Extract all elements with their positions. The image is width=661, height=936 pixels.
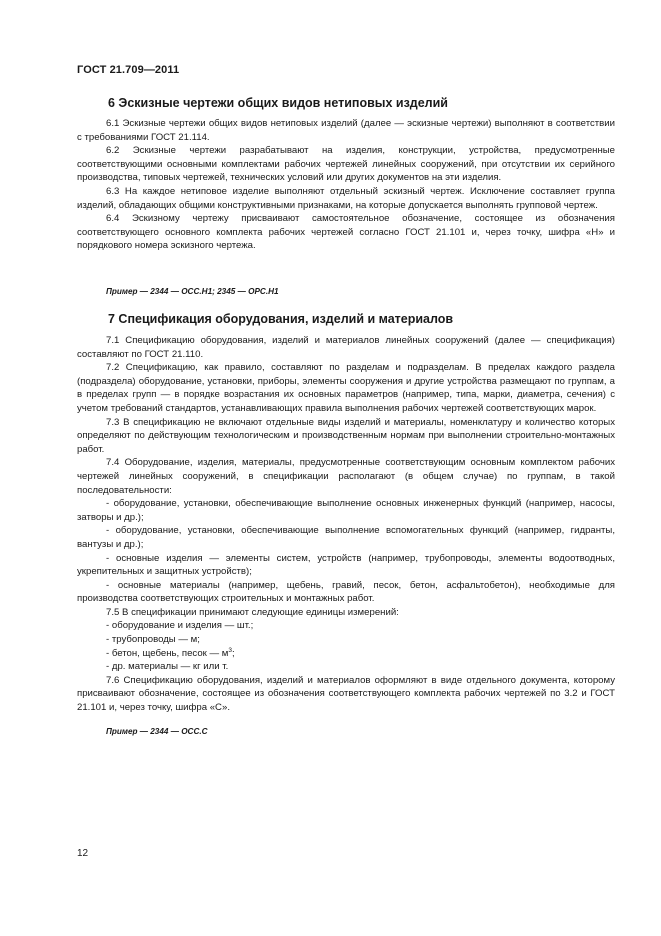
list-item-7-5-1: - оборудование и изделия — шт.; [106,620,254,632]
example-6: Пример — 2344 — ОСС.Н1; 2345 — ОРС.Н1 [106,287,279,296]
paragraph-7-6: 7.6 Спецификацию оборудования, изделий и материалов оформляют в виде отдельного документа, которому присваивают обозначение, состоящее из обозначения соответствующего комплекта рабочих чертежей по 3.2 и ГОСТ 21.101 и, через точку, шифра «С». [77,674,615,714]
section-6-body [77,117,615,253]
document-header: ГОСТ 21.709—2011 [77,64,180,76]
list-item-7-4-2: - оборудование, установки, обеспечивающие выполнение вспомогательных функций (например, гидранты, вантузы и др.); [77,525,615,550]
section-7-heading: 7 Спецификация оборудования, изделий и материалов [108,312,454,326]
paragraph-6-1: 6.1 Эскизные чертежи общих видов нетиповых изделий (далее — эскизные чертежи) выполняют в соответствии с требованиями ГОСТ 21.114. [77,118,615,143]
list-item-7-4-3: - основные изделия — элементы систем, устройств (например, трубопроводы, элементы водоотводных, укрепительных и защитных устройств); [77,552,615,578]
page-number: 12 [77,848,89,859]
paragraph-6-2: 6.2 Эскизные чертежи разрабатывают на изделия, конструкции, устройства, предусмотренные соответствующими основными комплектами рабочих чертежей линейных сооружений, при отсутствии их серийного производства, типовых чертежей, технических условий или других документов на эти изделия. [77,145,615,184]
list-item-7-4-1: - оборудование, установки, обеспечивающие выполнение основных инженерных функций (например, насосы, затворы и др.); [77,498,615,523]
section-7-body [77,334,615,715]
paragraph-6-3: 6.3 На каждое нетиповое изделие выполняют отдельный эскизный чертеж. Исключение составляет группа изделий, обладающих общими конструктивными признаками, на которые допускается выполнять групповой чертеж. [77,185,615,211]
paragraph-7-5: 7.5 В спецификации принимают следующие единицы измерений: [106,606,399,618]
paragraph-7-3: 7.3 В спецификацию не включают отдельные виды изделий и материалы, номенклатуру и количество которых определяют по действующим технологическим и производственным нормам при выполнении строительно-монтажных работ. [77,416,615,455]
example-7: Пример — 2344 — ОСС.С [106,727,208,736]
list-item-7-5-2: - трубопроводы — м; [106,634,200,646]
paragraph-7-4: 7.4 Оборудование, изделия, материалы, предусмотренные соответствующим основным комплектом рабочих чертежей линейных сооружений, в спецификации располагают (в общем случае) по группам, в такой последовательности: [77,457,615,496]
list-item-7-5-3-text: - бетон, щебень, песок — м [106,647,229,659]
list-item-7-4-4: - основные материалы (например, щебень, гравий, песок, бетон, асфальтобетон), необходимые для производства соответствующих строительных и монтажных работ. [77,579,615,605]
paragraph-7-1: 7.1 Спецификацию оборудования, изделий и материалов линейных сооружений (далее — спецификация) составляют по ГОСТ 21.110. [77,335,615,360]
section-6-heading: 6 Эскизные чертежи общих видов нетиповых изделий [108,96,448,110]
paragraph-7-2: 7.2 Спецификацию, как правило, составляют по разделам и подразделам. В пределах каждого раздела (подраздела) оборудование, установки, приборы, элементы сооружения и другие устройства размещают по группам, а в пределах групп — в порядке возрастания их основных параметров (например, типа, марки, диаметра, сечения) с учетом требований стандартов, устанавливающих правила выполнения рабочих чертежей соответствующих марок. [77,362,615,414]
list-item-7-5-3: - бетон, щебень, песок — $м^3$; [106,646,235,659]
paragraph-6-4: 6.4 Эскизному чертежу присваивают самостоятельное обозначение, состоящее из обозначения соответствующего основного комплекта рабочих чертежей согласно ГОСТ 21.101 и, через точку, шифра «Н» и порядкового номера эскизного чертежа. [77,213,615,252]
list-item-7-5-4: - др. материалы — кг или т. [106,661,229,673]
cubic-superscript: 3 [228,646,232,654]
